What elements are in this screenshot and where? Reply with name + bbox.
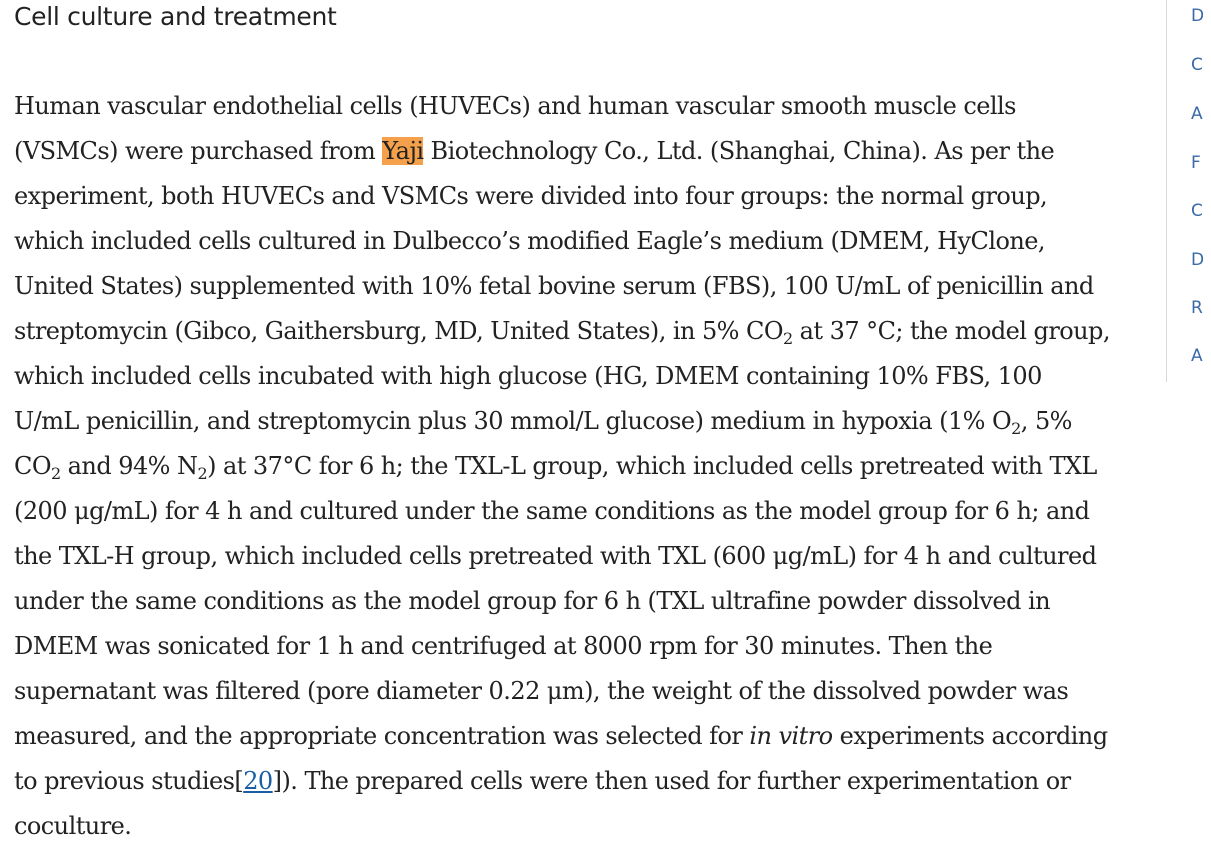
search-highlight: Yaji — [382, 137, 424, 165]
text-line: $CO_2$ and 94% $N_2$) at 37°C for 6 h; the TXL-L group, which included cells pretreated with TXL — [14, 452, 1097, 483]
sidebar-nav-item[interactable]: D — [1191, 6, 1205, 26]
sidebar-nav-item[interactable]: R — [1191, 298, 1203, 318]
text-line: the TXL-H group, which included cells pretreated with TXL (600 μg/mL) for 4 h and cultured — [14, 542, 1097, 570]
text-line: which included cells incubated with high glucose (HG, DMEM containing 10% FBS, 100 — [14, 362, 1042, 390]
text-line: (200 μg/mL) for 4 h and cultured under the same conditions as the model group for 6 h; and — [14, 497, 1090, 525]
sidebar-nav-item[interactable]: A — [1191, 104, 1203, 124]
sidebar-nav-item[interactable]: C — [1191, 55, 1203, 75]
reference-link[interactable]: 20 — [243, 767, 273, 795]
text-line: to previous studies[20]). The prepared cells were then used for further experimentation or — [14, 767, 1071, 795]
sidebar-nav-item[interactable]: A — [1191, 346, 1203, 366]
text-line: United States) supplemented with 10% fetal bovine serum (FBS), 100 U/mL of penicillin and — [14, 272, 1094, 300]
italic-term: in vitro — [749, 722, 833, 750]
section-heading: Cell culture and treatment — [14, 2, 337, 31]
text-line: measured, and the appropriate concentration was selected for in vitro experiments according — [14, 722, 1108, 750]
text-line: DMEM was sonicated for 1 h and centrifuged at 8000 rpm for 30 minutes. Then the — [14, 632, 993, 660]
sidebar-nav-item[interactable]: C — [1191, 201, 1203, 221]
text-line: under the same conditions as the model group for 6 h (TXL ultrafine powder dissolved in — [14, 587, 1050, 615]
sidebar-nav-item[interactable]: F — [1191, 153, 1201, 173]
text-line: experiment, both HUVECs and VSMCs were divided into four groups: the normal group, — [14, 182, 1048, 210]
text-line: supernatant was filtered (pore diameter 0.22 μm), the weight of the dissolved powder was — [14, 677, 1069, 705]
text-line: which included cells cultured in Dulbecco’s modified Eagle’s medium (DMEM, HyClone, — [14, 227, 1045, 255]
text-line: coculture. — [14, 812, 132, 840]
text-line: (VSMCs) were purchased from Yaji Biotechnology Co., Ltd. (Shanghai, China). As per the — [14, 137, 1055, 165]
text-line: Human vascular endothelial cells (HUVECs) and human vascular smooth muscle cells — [14, 92, 1016, 120]
table-of-contents-sidebar — [1166, 0, 1207, 382]
text-line: streptomycin (Gibco, Gaithersburg, MD, United States), in 5% $CO_2$ at 37 °C; the model group, — [14, 317, 1110, 348]
text-line: U/mL penicillin, and streptomycin plus 30 mmol/L glucose) medium in hypoxia (1% $O_2$, 5% — [14, 407, 1072, 438]
sidebar-nav-item[interactable]: D — [1191, 250, 1205, 270]
article-paragraph — [14, 84, 1144, 849]
